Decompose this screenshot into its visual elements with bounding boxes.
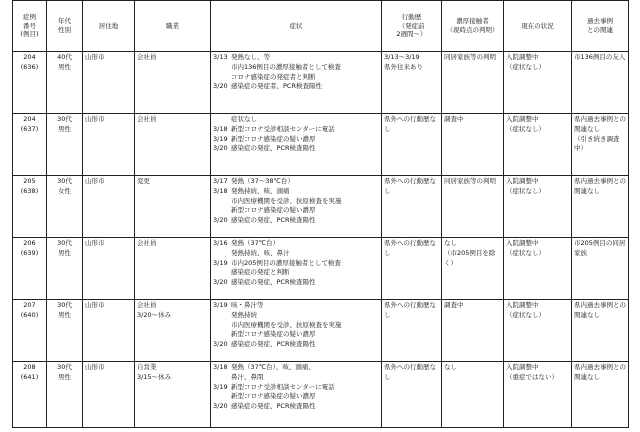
header-link: 過去事例 との関連 <box>572 1 629 52</box>
symptom-text: 感染症の発症、PCR検査陽性 <box>231 340 316 348</box>
symptom-text: 市内医療機関を受診、抗原検査を実施 <box>231 196 342 205</box>
occupation: 変更 <box>137 177 150 185</box>
travel-history: 県外への行動歴なし <box>384 301 436 319</box>
past-case-link: 県内過去事例との関連なし （引き続き調査中） <box>574 115 626 153</box>
past-case-link: 市136例目の友人 <box>574 53 626 61</box>
header-row <box>13 1 629 52</box>
symptom-date: 3/19 <box>213 301 228 309</box>
close-contacts: 同居家族等の判明 <box>444 53 496 61</box>
link-cell <box>572 52 629 114</box>
symptom-text: 発熱なし、等 <box>231 53 270 61</box>
status-cell <box>504 300 572 362</box>
close-contacts-cell <box>442 300 504 362</box>
symptom-text: 市内205例目の濃厚接触者として検査 <box>231 258 341 267</box>
symptom-line <box>213 239 379 249</box>
symptom-date: 3/19 <box>213 258 228 267</box>
symptom-text: 発熱持続、咳、頭痛 <box>231 186 290 195</box>
occupation: 会社員 <box>137 53 157 61</box>
symptom-text: 新型コロナ感染症の疑い濃厚 <box>231 134 316 143</box>
sex: 男性 <box>58 62 71 71</box>
symptom-line <box>213 115 379 125</box>
symptom-text: 新型コロナ感染症の疑い濃厚 <box>231 330 316 339</box>
symptom-line <box>213 340 379 350</box>
sex: 男性 <box>58 124 71 133</box>
symptom-date: 3/18 <box>213 186 228 195</box>
table-row <box>13 176 629 238</box>
case-number: 207 (640) <box>20 301 39 319</box>
age: 30代 <box>57 301 72 309</box>
symptom-text: 鼻汁、鼻閉 <box>231 372 264 381</box>
case-number-cell <box>13 52 47 114</box>
travel-history: 県外への行動歴なし <box>384 177 436 195</box>
symptom-line <box>213 373 379 383</box>
link-cell <box>572 176 629 238</box>
case-report-document <box>12 0 628 421</box>
symptom-line <box>213 330 379 340</box>
symptom-text: 感染症の発症者、PCR検査陽性 <box>231 82 322 91</box>
close-contacts-cell <box>442 176 504 238</box>
occupation-cell <box>135 238 211 300</box>
symptom-text: コロナ感染症の発症者と判断 <box>231 72 316 81</box>
case-number-cell <box>13 176 47 238</box>
symptom-text: 発熱（37℃台） <box>231 239 280 247</box>
age: 30代 <box>57 363 72 371</box>
current-status: 入院調整中 （症状なし） <box>506 239 545 257</box>
residence: 山形市 <box>85 239 105 247</box>
symptom-date: 3/20 <box>213 216 228 224</box>
symptom-text: 発熱（37℃台）、咳、頭痛、 <box>231 363 315 371</box>
residence-cell <box>83 114 135 176</box>
occupation: 自営業 3/15〜休み <box>137 363 172 381</box>
travel-history: 県外への行動歴なし <box>384 363 436 381</box>
case-number: 208 (641) <box>20 363 39 381</box>
residence: 山形市 <box>85 177 105 185</box>
symptom-line <box>213 187 379 197</box>
header-occupation: 職業 <box>135 1 211 52</box>
symptom-date: 3/18 <box>213 363 228 371</box>
travel-cell <box>382 176 442 238</box>
occupation: 会社員 <box>137 115 157 123</box>
travel-cell <box>382 114 442 176</box>
symptoms-cell <box>211 52 382 114</box>
case-number-cell <box>13 238 47 300</box>
symptom-text: 感染症の発症、PCR検査陽性 <box>231 216 316 224</box>
symptoms-cell <box>211 176 382 238</box>
age-sex-cell <box>47 114 83 176</box>
symptom-date: 3/17 <box>213 177 228 185</box>
symptom-line <box>213 125 379 135</box>
symptom-text: 咳・鼻汁等 <box>231 301 264 309</box>
close-contacts: なし <box>444 363 457 371</box>
symptom-line <box>213 392 379 402</box>
table-row <box>13 114 629 176</box>
current-status: 入院調整中 （症状なし） <box>506 301 545 319</box>
occupation: 会社員 3/20〜休み <box>137 301 172 319</box>
age-sex-cell <box>47 362 83 428</box>
table-row <box>13 300 629 362</box>
table-row <box>13 238 629 300</box>
symptom-line <box>213 63 379 73</box>
link-cell <box>572 114 629 176</box>
residence: 山形市 <box>85 115 105 123</box>
symptom-line <box>213 259 379 269</box>
travel-cell <box>382 300 442 362</box>
symptom-line <box>213 363 379 373</box>
sex: 男性 <box>58 248 71 257</box>
travel-cell <box>382 52 442 114</box>
symptom-line <box>213 402 379 412</box>
travel-history: 3/13〜3/19 県外往来あり <box>384 53 423 71</box>
header-close-contacts: 濃厚接触者 （現時点の判明） <box>442 1 504 52</box>
symptom-line <box>213 301 379 311</box>
link-cell <box>572 238 629 300</box>
case-number: 206 (639) <box>20 239 39 257</box>
symptom-text: 発熱持続、咳、鼻汁 <box>231 248 290 257</box>
sex: 女性 <box>58 186 71 195</box>
status-cell <box>504 238 572 300</box>
link-cell <box>572 362 629 428</box>
travel-cell <box>382 362 442 428</box>
header-case-no: 症例 番号 (例目) <box>13 1 47 52</box>
age: 40代 <box>57 53 72 61</box>
symptom-line <box>213 249 379 259</box>
symptom-line <box>213 177 379 187</box>
header-status: 現在の状況 <box>504 1 572 52</box>
header-travel: 行動歴 （発症前 2週間〜） <box>382 1 442 52</box>
occupation-cell <box>135 52 211 114</box>
table-row <box>13 362 629 428</box>
symptom-date: 3/16 <box>213 239 228 247</box>
close-contacts: なし （市205例目を除く） <box>444 239 496 267</box>
close-contacts: 調査中 <box>444 301 464 309</box>
age: 30代 <box>57 115 72 123</box>
symptoms-cell <box>211 300 382 362</box>
symptom-text: 新型コロナ感染症の疑い濃厚 <box>231 392 316 401</box>
status-cell <box>504 362 572 428</box>
status-cell <box>504 114 572 176</box>
past-case-link: 市205例目の同居家族 <box>574 239 626 257</box>
symptom-line <box>213 268 379 278</box>
case-number-cell <box>13 300 47 362</box>
age: 30代 <box>57 177 72 185</box>
age-sex-cell <box>47 176 83 238</box>
close-contacts-cell <box>442 114 504 176</box>
age: 30代 <box>57 239 72 247</box>
symptom-date: 3/18 <box>213 124 228 133</box>
symptom-line <box>213 278 379 288</box>
symptom-text: 新型コロナ感染症の疑い濃厚 <box>231 206 316 215</box>
close-contacts: 同居家族等の判明 <box>444 177 496 185</box>
sex: 男性 <box>58 372 71 381</box>
symptom-text: 感染症の発症、PCR検査陽性 <box>231 278 316 286</box>
case-number-cell <box>13 362 47 428</box>
travel-cell <box>382 238 442 300</box>
past-case-link: 県内過去事例との関連なし <box>574 301 626 319</box>
symptom-text: 発熱（37〜38℃台） <box>231 177 294 185</box>
past-case-link: 県内過去事例との関連なし <box>574 363 626 381</box>
symptom-date: 3/19 <box>213 382 228 391</box>
symptom-line <box>213 206 379 216</box>
symptom-date: 3/19 <box>213 134 228 143</box>
current-status: 入院調整中 （重症ではない） <box>506 363 558 381</box>
symptom-text: 新型コロナ受診相談センターに電話 <box>231 382 335 391</box>
symptom-line <box>213 82 379 92</box>
symptom-text: 感染症の発症と判断 <box>231 268 290 277</box>
past-case-link: 県内過去事例との関連なし <box>574 177 626 195</box>
case-number: 204 (636) <box>20 53 39 71</box>
case-table <box>12 0 629 428</box>
current-status: 入院調整中 （症状なし） <box>506 115 545 133</box>
symptom-text: 感染症の発症、PCR検査陽性 <box>231 144 316 153</box>
symptom-line <box>213 144 379 154</box>
case-number-cell <box>13 114 47 176</box>
current-status: 入院調整中 （症状なし） <box>506 53 545 71</box>
symptom-text: 市内医療機関を受診、抗原検査を実施 <box>231 320 342 329</box>
symptom-date: 3/20 <box>213 340 228 348</box>
symptom-line <box>213 216 379 226</box>
symptom-text: 新型コロナ受診相談センターに電話 <box>231 124 335 133</box>
sex: 男性 <box>58 310 71 319</box>
occupation-cell <box>135 176 211 238</box>
symptom-line <box>213 197 379 207</box>
travel-history: 県外への行動歴なし <box>384 239 436 257</box>
symptom-text: 感染症の発症、PCR検査陽性 <box>231 402 316 410</box>
residence: 山形市 <box>85 53 105 61</box>
symptom-text: 症状なし <box>231 115 257 123</box>
symptom-line <box>213 135 379 145</box>
age-sex-cell <box>47 52 83 114</box>
case-number: 205 (638) <box>20 177 39 195</box>
case-number: 204 (637) <box>20 115 39 133</box>
symptoms-cell <box>211 362 382 428</box>
symptom-text: 市内136例目の濃厚接触者として検査 <box>231 62 341 71</box>
residence-cell <box>83 52 135 114</box>
symptom-date: 3/20 <box>213 402 228 410</box>
symptom-text: 発熱持続 <box>231 310 257 319</box>
residence-cell <box>83 238 135 300</box>
header-symptoms: 症状 <box>211 1 382 52</box>
close-contacts-cell <box>442 52 504 114</box>
symptom-line <box>213 53 379 63</box>
symptom-date: 3/20 <box>213 82 228 91</box>
residence-cell <box>83 176 135 238</box>
occupation-cell <box>135 114 211 176</box>
travel-history: 県外への行動歴なし <box>384 115 436 133</box>
status-cell <box>504 176 572 238</box>
symptoms-cell <box>211 238 382 300</box>
symptom-line <box>213 383 379 393</box>
symptom-date: 3/13 <box>213 53 228 61</box>
residence-cell <box>83 362 135 428</box>
close-contacts-cell <box>442 362 504 428</box>
residence: 山形市 <box>85 301 105 309</box>
current-status: 入院調整中 （症状なし） <box>506 177 545 195</box>
residence: 山形市 <box>85 363 105 371</box>
residence-cell <box>83 300 135 362</box>
header-residence: 居住地 <box>83 1 135 52</box>
occupation-cell <box>135 300 211 362</box>
age-sex-cell <box>47 238 83 300</box>
symptoms-cell <box>211 114 382 176</box>
occupation-cell <box>135 362 211 428</box>
symptom-date: 3/20 <box>213 278 228 286</box>
header-age-sex: 年代 性別 <box>47 1 83 52</box>
symptom-line <box>213 321 379 331</box>
occupation: 会社員 <box>137 239 157 247</box>
close-contacts-cell <box>442 238 504 300</box>
close-contacts: 調査中 <box>444 115 464 123</box>
status-cell <box>504 52 572 114</box>
symptom-line <box>213 73 379 83</box>
table-row <box>13 52 629 114</box>
link-cell <box>572 300 629 362</box>
age-sex-cell <box>47 300 83 362</box>
symptom-date: 3/20 <box>213 144 228 153</box>
symptom-line <box>213 311 379 321</box>
